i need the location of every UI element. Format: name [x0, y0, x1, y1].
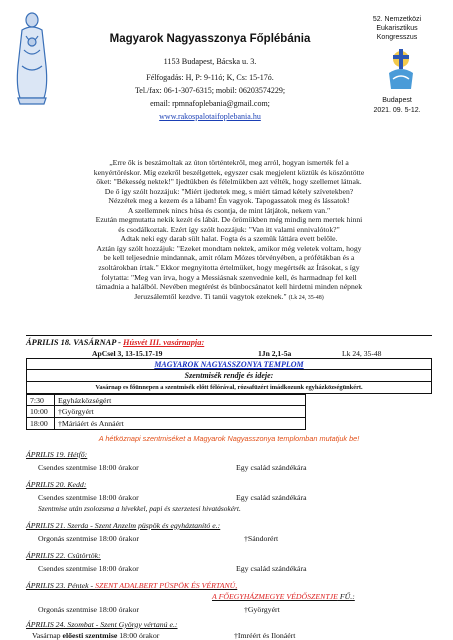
friday-feast-line-2	[212, 592, 355, 601]
quote-line: Aztán így szólt hozzájuk: "Ezeket mondtam nektek, amikor még veletek voltam, hogy	[96, 243, 362, 253]
mass-intention: Egyházközségért	[58, 396, 112, 405]
phone-info: Tel./fax: 06-1-307-6315; mobil: 06203574229;	[134, 86, 286, 95]
quote-line: De ő így szólt hozzájuk: "Miért ijedtetek meg, s miért támad kétely szívetekben?	[104, 186, 354, 196]
mass-intention: †Györgyért	[58, 407, 94, 416]
mass-monday: Csendes szentmise 18:00 órakor	[38, 463, 139, 472]
reading-1: ApCsel 3, 13-15.17-19	[92, 349, 163, 358]
mass-row	[26, 394, 306, 406]
friday-feast-suffix: FŰ.:	[337, 592, 355, 601]
office-hours: Félfogadás: H, P: 9-11ó; K, Cs: 15-17ó.	[146, 73, 274, 82]
congress-dates: 2021. 09. 5-12.	[373, 107, 421, 114]
quote-line-last	[20, 292, 438, 304]
day-title-monday: ÁPRILIS 19. Hétfő:	[26, 450, 88, 459]
quote-line: és csodálkoztak. Ezért így szólt hozzájuk: "Van itt valami ennivalótok?"	[118, 224, 340, 234]
sunday-date: ÁPRILIS 18. VASÁRNAP -	[26, 338, 124, 347]
weekday-notice: A hétköznapi szentmiséket a Magyarok Nagyasszonya templomban mutatjuk be!	[98, 434, 360, 443]
mass-wednesday: Orgonás szentmise 18:00 órakor	[38, 534, 139, 543]
quote-line: Nézzétek meg a kezem és a lábam! Én vagyok. Tapogassatok meg és lássatok!	[108, 196, 350, 206]
quote-line: zsoltárokban írtak." Ekkor megnyitotta értelmüket, hogy megértsék az Írásokat, s így	[98, 263, 360, 273]
day-title-thursday: ÁPRILIS 22. Csütörtök:	[26, 551, 101, 560]
quote-line: folytatta: "Meg van írva, hogy a Messiásnak szenvednie kell, és harmadnap fel kell	[101, 272, 357, 282]
mass-row	[26, 418, 306, 430]
mass-saturday	[32, 631, 159, 640]
intention-saturday: †Imréért és Ilonáért	[234, 631, 296, 640]
congress-city: Budapest	[382, 97, 412, 104]
intention-thursday: Egy család szándékára	[236, 564, 307, 573]
email-info: email: rpmnafoplebania@gmail.com;	[150, 99, 270, 108]
quote-line: be kell teljesednie mindannak, amit rólam Mózes törvényében, a prófétákban és a	[103, 253, 355, 263]
saturday-mass-pre: Vasárnap	[32, 631, 63, 640]
quote-last-text: Jeruzsálemtől kezdve. Ti tanúi vagytok ezeknek."	[134, 291, 287, 301]
mass-friday: Orgonás szentmise 18:00 órakor	[38, 605, 139, 614]
friday-date: ÁPRILIS 23. Péntek -	[26, 581, 96, 590]
mass-intention: †Máriáért és Annáért	[58, 419, 124, 428]
saturday-mass-post: 18:00 órakor	[117, 631, 160, 640]
reading-2: 1Jn 2,1-5a	[258, 349, 292, 358]
intention-monday: Egy család szándékára	[236, 463, 307, 472]
mass-row	[26, 406, 306, 418]
mass-time: 18:00	[30, 419, 48, 428]
friday-feast-2: A FŐEGYHÁZMEGYE VÉDŐSZENTJE	[212, 592, 338, 601]
mass-time: 7:30	[30, 396, 44, 405]
congress-line-1: 52. Nemzetközi	[372, 16, 422, 23]
website-link[interactable]: www.rakospalotaifoplebania.hu	[159, 112, 261, 121]
quote-line: Ezután megmutatta nekik kezét és lábát. De örömükben még mindig nem mertek hinni	[95, 215, 363, 225]
gospel-quote	[20, 158, 438, 303]
quote-line: támadnia a halálból. Nevében megtérést és bűnbocsánatot kell hirdetni minden népnek	[95, 282, 363, 292]
church-box-subtitle: Szentmisék rendje és ideje:	[26, 370, 432, 382]
church-box-title: MAGYAROK NAGYASSZONYA TEMPLOM	[26, 358, 432, 370]
mass-tuesday: Csendes szentmise 18:00 órakor	[38, 493, 139, 502]
saturday-mass-bold: előesti szentmise	[62, 631, 118, 640]
quote-line: őket: "Békesség nektek!" Ijedtükben és félelmükben azt vélték, hogy szellemet látnak.	[96, 177, 362, 187]
mass-thursday: Csendes szentmise 18:00 órakor	[38, 564, 139, 573]
day-title-wednesday: ÁPRILIS 21. Szerda - Szent Anzelm püspök és egyháztanító e.:	[26, 521, 221, 530]
sunday-name: Húsvét III. vasárnapja:	[123, 338, 205, 347]
church-box-note: Vasárnap es főünnepen a szentmisék előtt félórával, rózsafüzért imádkozunk egyházközségünkért.	[26, 382, 432, 394]
divider	[26, 335, 432, 336]
congress-line-2: Eukarisztikus	[376, 25, 418, 32]
sunday-heading	[26, 338, 204, 347]
tuesday-extra: Szentmise után zsolozsma a hívekkel, papi és szerzetesi hivatásokért.	[38, 504, 241, 513]
mass-time: 10:00	[30, 407, 48, 416]
friday-feast: SZENT ADALBERT PÜSPÖK ÉS VÉRTANÚ,	[95, 581, 238, 590]
quote-line: „Erre ők is beszámoltak az úton történtekről, meg arról, hogyan ismerték fel a	[109, 158, 349, 167]
intention-tuesday: Egy család szándékára	[236, 493, 307, 502]
reading-3: Lk 24, 35-48	[342, 349, 382, 358]
parish-logo-icon	[8, 6, 56, 106]
parish-address: 1153 Budapest, Bácska u. 3.	[163, 57, 257, 66]
quote-line: A szellemnek nincs húsa és csontja, de mint látjátok, nekem van."	[127, 205, 331, 215]
congress-line-3: Kongresszus	[376, 34, 418, 41]
quote-reference: (Lk 24, 35-48)	[288, 294, 324, 301]
quote-line: kenyértöréskor. Míg ezekről beszélgettek, egyszer csak megjelent köztük és köszöntötte	[93, 167, 365, 177]
intention-wednesday: †Sándorért	[244, 534, 279, 543]
day-title-saturday: ÁPRILIS 24. Szombat - Szent György vértanú e.:	[26, 620, 178, 629]
day-title-tuesday: ÁPRILIS 20. Kedd:	[26, 480, 87, 489]
congress-logo-icon	[383, 45, 419, 95]
day-title-friday	[26, 581, 237, 590]
parish-title: Magyarok Nagyasszonya Főplébánia	[109, 33, 311, 45]
quote-line: Adtak neki egy darab sült halat. Fogta és a szemük láttára evett belőle.	[120, 234, 338, 244]
intention-friday: †Györgyért	[244, 605, 280, 614]
